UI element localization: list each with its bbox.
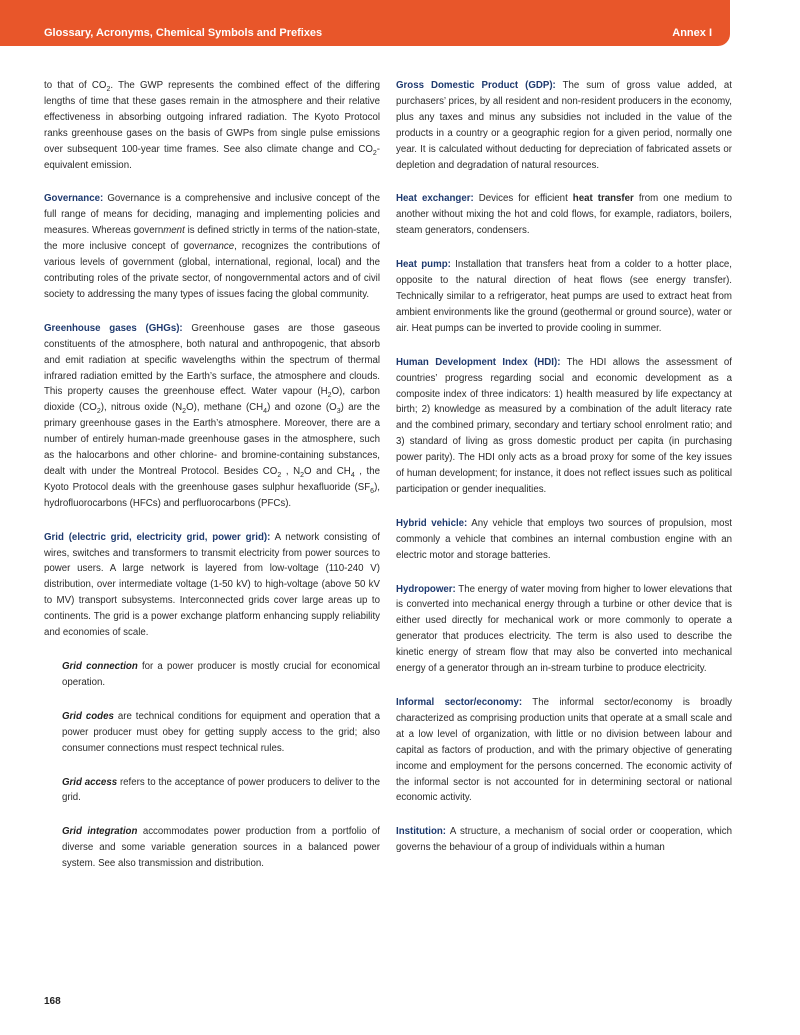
term-greenhouse-gases: Greenhouse gases (GHGs): bbox=[44, 322, 183, 334]
running-header bbox=[0, 0, 730, 46]
term-hdi: Human Development Index (HDI): bbox=[396, 356, 561, 368]
header-annex-label: Annex I bbox=[672, 27, 712, 39]
term-institution: Institution: bbox=[396, 826, 447, 838]
term-hydropower: Hydropower: bbox=[396, 583, 456, 595]
entry-institution: Institution: A structure, a mechanism of social order or cooperation, which governs the behaviour of a group of individuals within a human bbox=[396, 826, 732, 854]
entry-hybrid-vehicle: Hybrid vehicle: Any vehicle that employs two sources of propulsion, most commonly a vehicle that combines an internal combustion engine with an electric motor and storage batteries. bbox=[396, 517, 732, 561]
entry-greenhouse-gases: Greenhouse gases (GHGs): Greenhouse gases are those gaseous constituents of the atmosphere, both natural and anthropogenic, that absorb and emit radiation at specific wavelengths within the spectrum of thermal infrared radiation emitted by the Earth’s surface, the atmosphere and clouds. This property causes the greenhouse effect. Water vapour $(H_2O)$, carbon dioxide $(CO_2)$, nitrous oxide $(N_2O)$, methane $(CH_4)$ and ozone $(O_3)$ are the primary greenhouse gases in the Earth’s atmosphere. Moreover, there are a number of entirely human-made greenhouse gases in the atmosphere, such as the halocarbons and other chlorine- and bromine-containing substances, dealt with under the Montreal Protocol. Besides $CO_2$ , $N_2O$ and $CH_4$ , the Kyoto Protocol deals with the greenhouse gases sulphur hexafluoride $(SF_6)$, hydrofluorocarbons (HFCs) and perfluorocarbons (PFCs). bbox=[44, 322, 381, 509]
entry-informal-sector: Informal sector/economy: The informal sector/economy is broadly characterized as comprising production units that operate at a small scale and at a low level of organization, with little or no division between labour and capital as factors of production, and with the primary objective of generating income and employment for the persons concerned. The economic activity of the informal sector is not accounted for in determining sectoral or national economic activity. bbox=[396, 697, 732, 804]
term-governance: Governance: bbox=[44, 193, 104, 205]
header-title: Glossary, Acronyms, Chemical Symbols and Prefixes bbox=[44, 27, 323, 39]
term-hybrid-vehicle: Hybrid vehicle: bbox=[396, 517, 468, 529]
entry-grid: Grid (electric grid, electricity grid, power grid): A network consisting of wires, switches and transformers to transmit electricity from power sources to power users. A large network is layered from low-voltage (110-240 V) distribution, over intermediate voltage (1-50 kV) to high-voltage (above 50 kV to MV) transport subsystems. Interconnected grids cover large areas up to continents. The grid is a power exchange platform enhancing supply reliability and economies of scale. bbox=[44, 531, 380, 639]
gwp-continuation-paragraph: to that of $CO_2$. The GWP represents the combined effect of the differing lengths of time that these gases remain in the atmosphere and their relative effectiveness in absorbing outgoing infrared radiation. The Kyoto Protocol ranks greenhouse gases on the basis of GWPs from single pulse emissions over subsequent 100-year time frames. See also climate change and $CO_2$-equivalent emission. bbox=[44, 80, 380, 171]
term-gdp: Gross Domestic Product (GDP): bbox=[396, 80, 556, 91]
entry-hydropower: Hydropower: The energy of water moving from higher to lower elevations that is converted into mechanical energy through a turbine or other device that is either used directly for mechanical work or more commonly to operate a generator that produces electricity. The term is also used to describe the kinetic energy of stream flow that may also be converted into mechanical energy of a generator through an in-stream turbine to produce electricity. bbox=[396, 583, 732, 675]
subentry-grid-codes: Grid codes are technical conditions for equipment and operation that a power producer must obey for getting supply access to the grid; also consumer connections must respect technical rules. bbox=[62, 710, 380, 754]
entry-heat-pump: Heat pump: Installation that transfers heat from a colder to a hotter place, opposite to the natural direction of heat flows (see energy transfer). Technically similar to a refrigerator, heat pumps are used to extract heat from ambient environments like the ground (geothermal or ground source), water or air. Heat pumps can be inverted to provide cooling in summer. bbox=[396, 259, 733, 334]
left-column bbox=[44, 78, 380, 890]
subentry-grid-integration: Grid integration accommodates power production from a portfolio of diverse and some variable generation sources in a balanced power system. See also transmission and distribution. bbox=[62, 826, 380, 870]
entry-governance: Governance: Governance is a comprehensive and inclusive concept of the full range of means for deciding, managing and implementing policies and measures. Whereas government is defined strictly in terms of the nation-state, the more inclusive concept of governance, recognizes the contributions of various levels of government (global, international, regional, local) and the contributing roles of the private sector, of nongovernmental actors and of civil society to addressing the many types of issues facing the global community. bbox=[44, 193, 381, 300]
entry-gdp: Gross Domestic Product (GDP): The sum of gross value added, at purchasers’ prices, by all resident and non-resident producers in the economy, plus any taxes and minus any subsidies not included in the value of the products in a country or a geographic region for a given period, normally one year. It is calculated without deducting for depreciation of fabricated assets or depletion and degradation of natural resources. bbox=[396, 80, 733, 171]
right-column bbox=[396, 78, 732, 874]
term-heat-pump: Heat pump: bbox=[396, 259, 451, 271]
subentry-grid-access: Grid access refers to the acceptance of power producers to deliver to the grid. bbox=[62, 776, 380, 804]
page-number: 168 bbox=[44, 996, 61, 1007]
entry-hdi: Human Development Index (HDI): The HDI allows the assessment of countries’ progress regarding social and economic development as a composite index of three indicators: 1) health measured by life expectancy at birth; 2) knowledge as measured by a combination of the adult literacy rate and the combined primary, secondary and tertiary school enrolment ratio; and 3) standard of living as gross domestic product per capita (in purchasing power parity). The HDI only acts as a broad proxy for some of the key issues of human development; for instance, it does not reflect issues such as political participation or gender inequalities. bbox=[396, 356, 732, 495]
term-informal-sector: Informal sector/economy: bbox=[396, 697, 523, 708]
subentry-grid-connection: Grid connection for a power producer is mostly crucial for economical operation. bbox=[62, 661, 380, 688]
entry-heat-exchanger: Heat exchanger: Devices for efficient heat transfer from one medium to another without mixing the hot and cold flows, for example, radiators, boilers, steam generators, condensers. bbox=[396, 193, 732, 237]
term-grid: Grid (electric grid, electricity grid, power grid): bbox=[44, 531, 271, 543]
term-heat-exchanger: Heat exchanger: bbox=[396, 193, 474, 205]
